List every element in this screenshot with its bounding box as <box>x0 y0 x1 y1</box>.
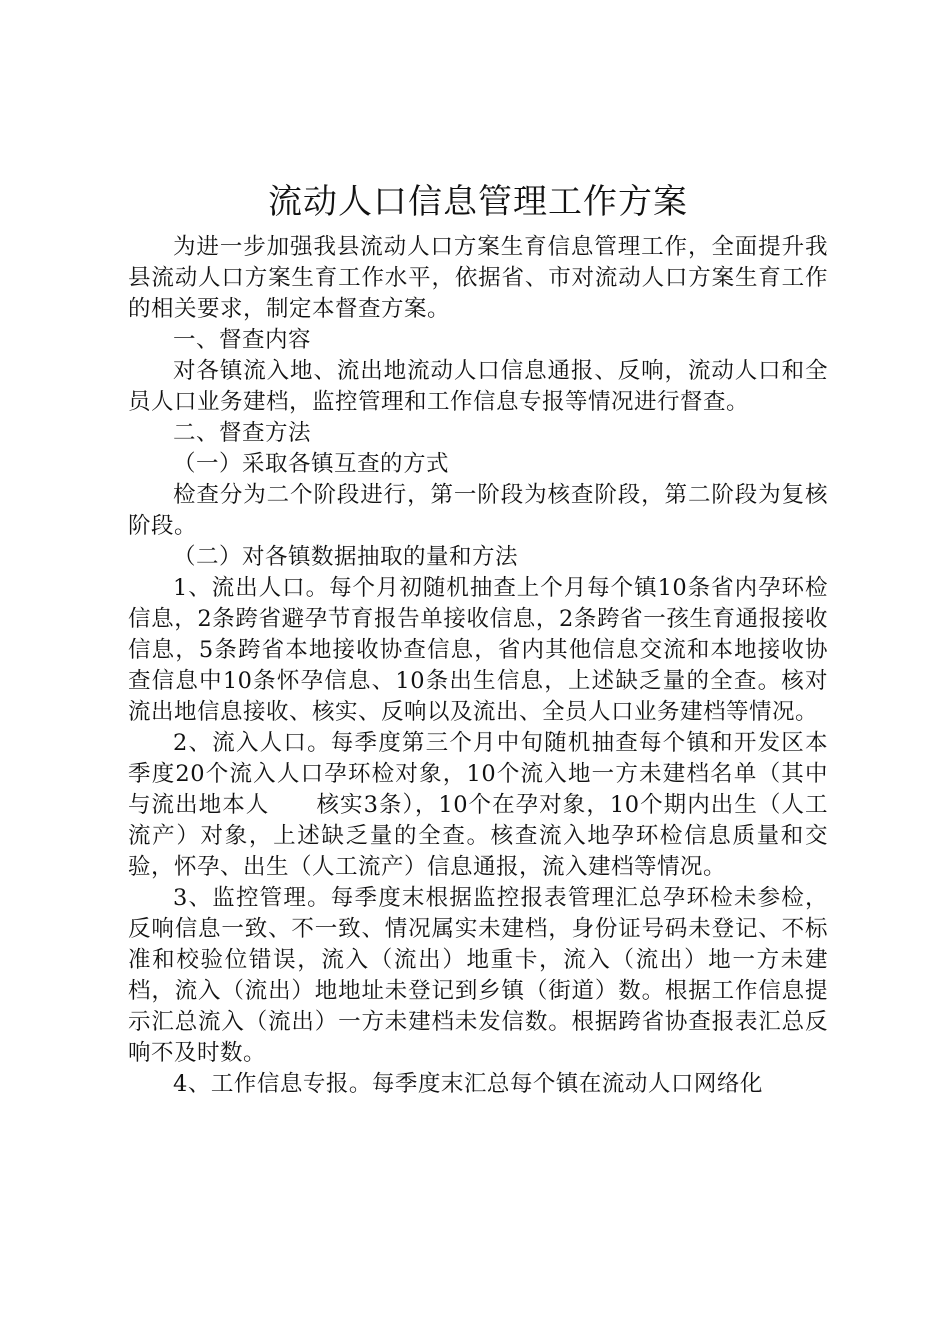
document-title: 流动人口信息管理工作方案 <box>268 182 688 222</box>
section-1-body: 对各镇流入地、流出地流动人口信息通报、反响，流动人口和全员人口业务建档，监控管理和工作信息专报等情况进行督查。 <box>128 358 828 415</box>
subsection-1-heading: （一）采取各镇互查的方式 <box>173 451 450 477</box>
intro-paragraph: 为进一步加强我县流动人口方案生育信息管理工作，全面提升我县流动人口方案生育工作水平，依据省、市对流动人口方案生育工作的相关要求，制定本督查方案。 <box>128 234 828 322</box>
document-page <box>128 180 828 1100</box>
item-4-work-report: 4、工作信息专报。每季度末汇总每个镇在流动人口网络化 <box>173 1071 763 1097</box>
item-3-monitoring: 3、监控管理。每季度末根据监控报表管理汇总孕环检未参检，反响信息一致、不一致、情况属实未建档，身份证号码未登记、不标准和校验位错误，流入（流出）地重卡，流入（流出）地一方未建档，流入（流出）地地址未登记到乡镇（街道）数。根据工作信息提示汇总流入（流出）一方未建档未发信数。根据跨省协查报表汇总反响不及时数。 <box>128 885 828 1066</box>
section-1-heading: 一、督查内容 <box>173 327 312 353</box>
item-2-inflow: 2、流入人口。每季度第三个月中旬随机抽查每个镇和开发区本季度20个流入人口孕环检对象，10个流入地一方未建档名单（其中与流出地本人 核实3条），10个在孕对象，10个期内出生（人工流产）对象，上述缺乏量的全查。核查流入地孕环检信息质量和交验，怀孕、出生（人工流产）信息通报，流入建档等情况。 <box>128 730 828 880</box>
item-1-outflow: 1、流出人口。每个月初随机抽查上个月每个镇10条省内孕环检信息，2条跨省避孕节育报告单接收信息，2条跨省一孩生育通报接收信息，5条跨省本地接收协查信息，省内其他信息交流和本地接收协查信息中10条怀孕信息、10条出生信息，上述缺乏量的全查。核对流出地信息接收、核实、反响以及流出、全员人口业务建档等情况。 <box>128 575 828 725</box>
subsection-1-body: 检查分为二个阶段进行，第一阶段为核查阶段，第二阶段为复核阶段。 <box>128 482 828 539</box>
section-2-heading: 二、督查方法 <box>173 420 312 446</box>
subsection-2-heading: （二）对各镇数据抽取的量和方法 <box>173 544 519 570</box>
